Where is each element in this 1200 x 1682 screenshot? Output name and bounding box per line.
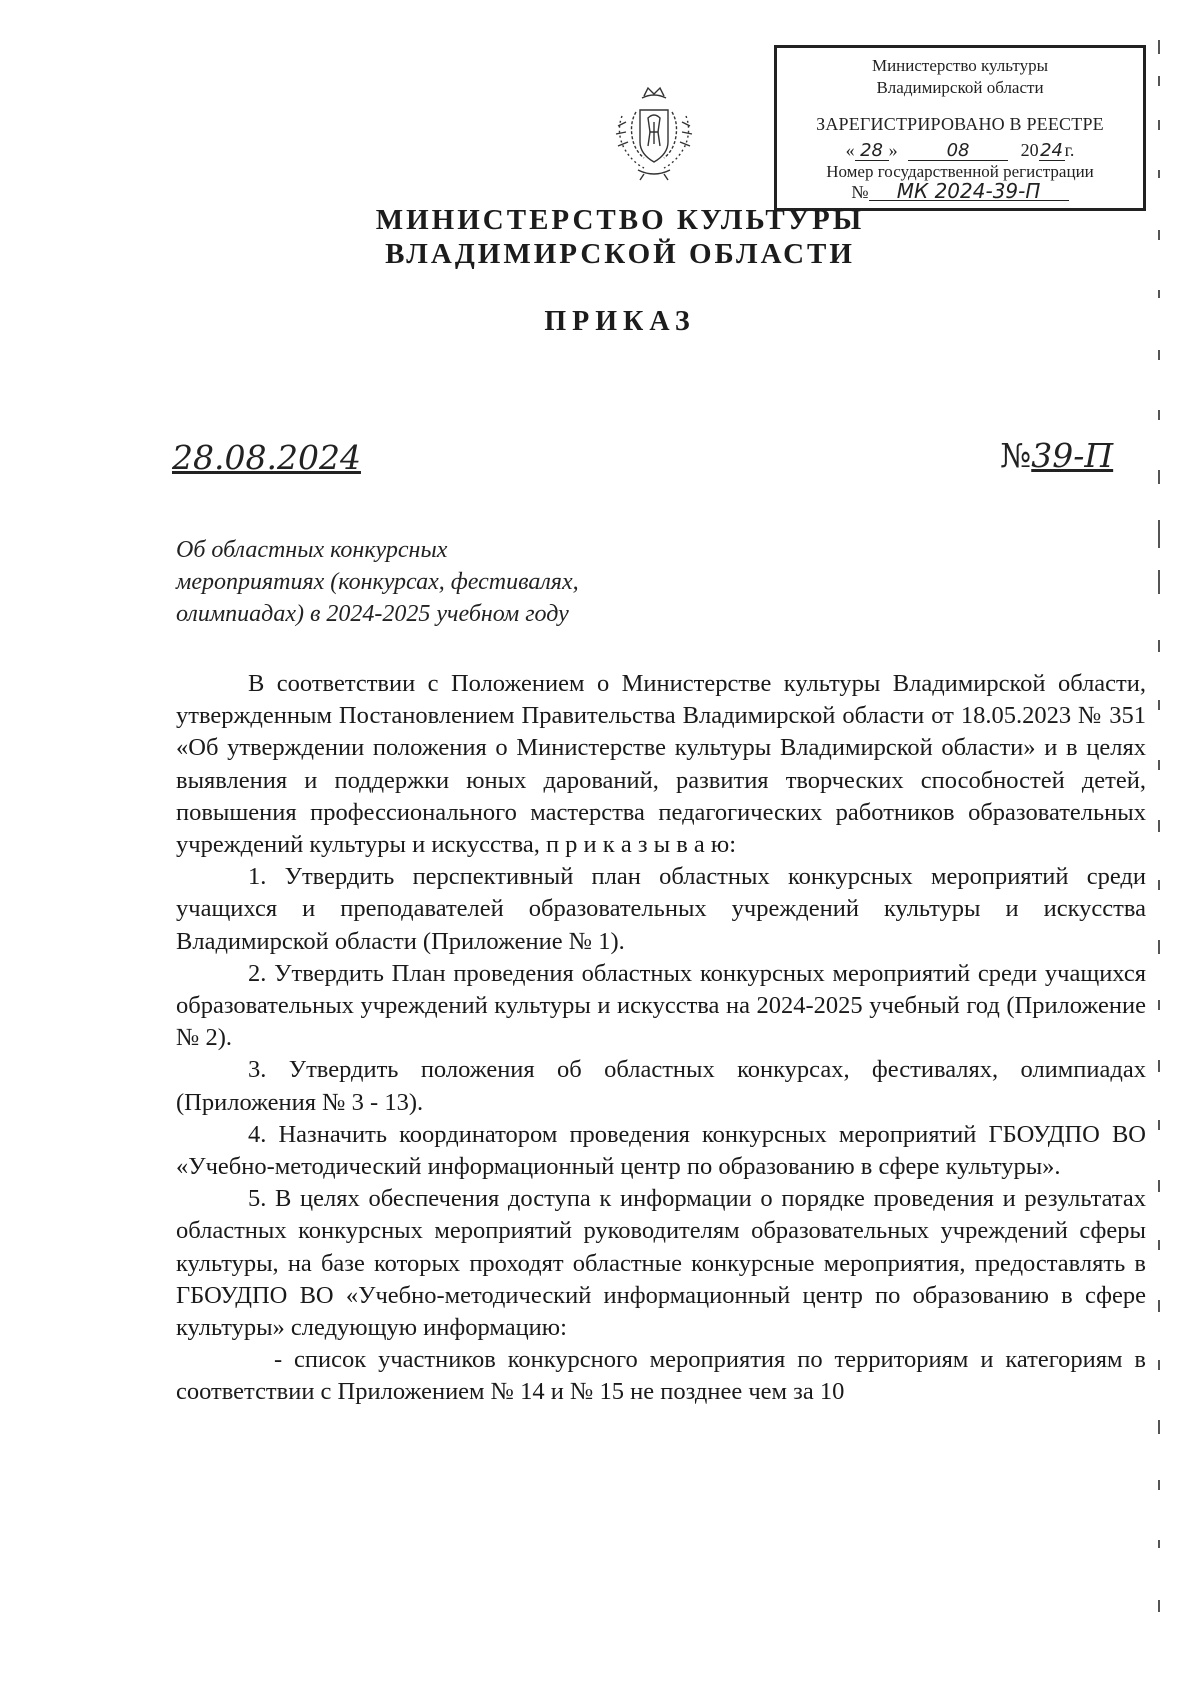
subject-line: мероприятиях (конкурсах, фестивалях,: [176, 569, 579, 595]
body-item-5: 5. В целях обеспечения доступа к информации о порядке проведения и результатах областных конкурсных мероприятий руководителям образовательных учреждений сферы культуры, на базе которых проходят областные конкурсные мероприятия, предоставлять в ГБОУДПО ВО «Учебно-методический информационный центр по образованию в сфере культуры» следующую информацию:: [176, 1185, 1146, 1342]
stamp-org-line2: Владимирской области: [876, 78, 1044, 97]
stamp-date-year-prefix: 20: [1020, 140, 1039, 160]
order-number-value: 39-П: [1031, 436, 1114, 475]
ministry-title-line1: МИНИСТЕРСТВО КУЛЬТУРЫ: [375, 204, 865, 236]
registration-stamp: [774, 45, 1146, 211]
stamp-registered: ЗАРЕГИСТРИРОВАНО В РЕЕСТРЕ: [816, 114, 1104, 134]
order-subject: [176, 534, 696, 630]
subject-line: Об областных конкурсных: [176, 537, 448, 563]
order-body: [176, 668, 1146, 1409]
stamp-reg-number-prefix: №: [851, 182, 869, 202]
stamp-date: « 28 » 08 2024г.: [845, 140, 1075, 161]
stamp-date-year-suffix: 24: [1040, 140, 1064, 161]
body-item-2: 2. Утвердить План проведения областных конкурсных мероприятий среди учащихся образовательных учреждений культуры и искусства на 2024-2025 учебный год (Приложение № 2).: [176, 959, 1146, 1052]
order-number: [1000, 436, 1113, 475]
stamp-reg-label: Номер государственной регистрации: [826, 162, 1094, 181]
stamp-org-line1: Министерство культуры: [871, 56, 1049, 75]
stamp-date-month: 08: [908, 142, 1008, 161]
stamp-reg-number-value: МК 2024-39-П: [869, 182, 1069, 201]
order-date: [172, 438, 361, 477]
document-type: ПРИКАЗ: [544, 306, 696, 337]
body-preamble: В соответствии с Положением о Министерстве культуры Владимирской области, утвержденным Постановлением Правительства Владимирской области от 18.05.2023 № 351 «Об утверждении положения о Министерстве культуры Владимирской области» и в целях выявления и поддержки юных дарований, развития творческих способностей детей, повышения профессионального мастерства педагогических работников образовательных учреждений культуры и искусства, п р и к а з ы в а ю:: [176, 670, 1146, 859]
body-item-3: 3. Утвердить положения об областных конкурсах, фестивалях, олимпиадах (Приложения № 3 - 13).: [176, 1056, 1146, 1116]
order-date-value: 28.08.2024: [172, 438, 361, 477]
body-item-5-sub-1: - список участников конкурсного мероприятия по территориям и категориям в соответствии с Приложением № 14 и № 15 не позднее чем за 10: [176, 1346, 1146, 1406]
coat-of-arms-emblem: [604, 82, 704, 184]
stamp-date-day: 28: [855, 142, 889, 161]
order-number-prefix: №: [1000, 436, 1032, 475]
body-item-4: 4. Назначить координатором проведения конкурсных мероприятий ГБОУДПО ВО «Учебно-методический информационный центр по образованию в сфере культуры».: [176, 1120, 1146, 1181]
subject-line: олимпиадах) в 2024-2025 учебном году: [176, 601, 569, 627]
ministry-title-line2: ВЛАДИМИРСКОЙ ОБЛАСТИ: [385, 238, 855, 270]
body-item-1: 1. Утвердить перспективный план областных конкурсных мероприятий среди учащихся и преподавателей образовательных учреждений культуры и искусства Владимирской области (Приложение № 1).: [176, 863, 1146, 955]
stamp-reg-number: [777, 179, 1143, 203]
stamp-year-unit: г.: [1064, 140, 1075, 160]
scan-edge-marks: [1158, 40, 1164, 1660]
